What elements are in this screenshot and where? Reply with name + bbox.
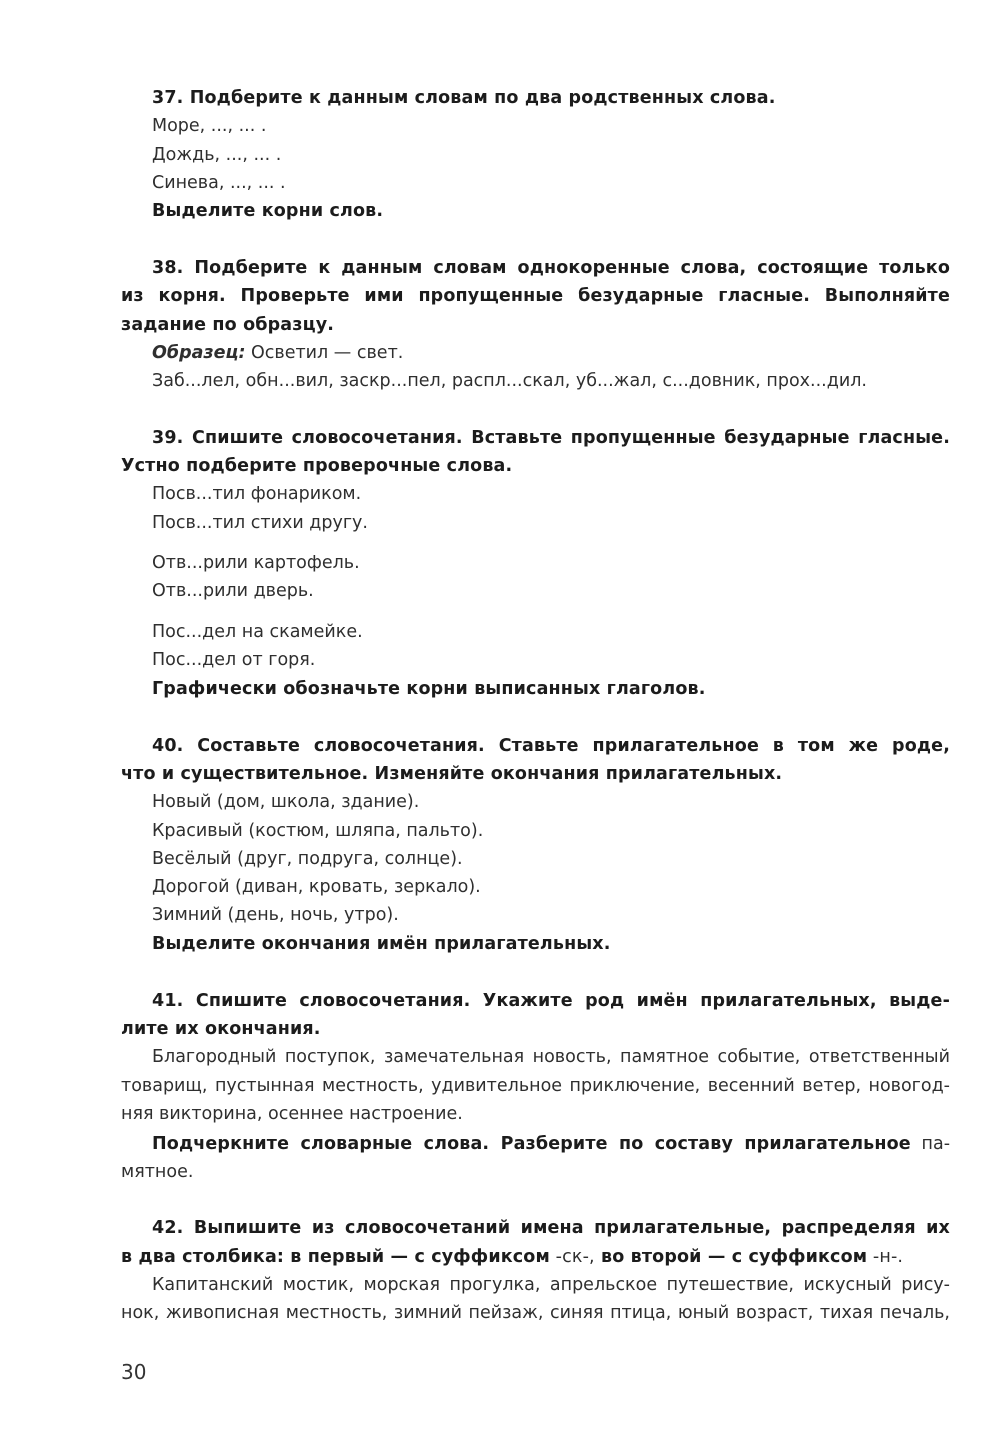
ex39-title-line-1: 39. Спишите словосочетания. Вставьте пропущенные безударные гласные. (152, 428, 950, 448)
ex40-line-3: Весёлый (друг, подруга, солнце). (152, 849, 463, 869)
ex39-pair-2-b: Отв...рили дверь. (152, 581, 314, 601)
ex42-text-line-2: нок, живописная местность, зимний пейзаж, синяя птица, юный возраст, тихая печаль, (121, 1303, 950, 1323)
ex39-title-line-2: Устно подберите проверочные слова. (121, 456, 513, 476)
ex42-title-line-2 (121, 1245, 903, 1269)
ex37-line-2: Дождь, ..., ... . (152, 145, 282, 165)
ex42-suffix-sk: -ск-, (549, 1247, 595, 1267)
ex42-text-line-1: Капитанский мостик, морская прогулка, апрельское путешествие, искусный рису- (152, 1275, 950, 1295)
ex38-sample-text: Осветил — свет. (245, 343, 404, 363)
ex37-title: 37. Подберите к данным словам по два родственных слова. (152, 88, 776, 108)
ex40-line-2: Красивый (костюм, шляпа, пальто). (152, 821, 484, 841)
ex38-sample (152, 341, 403, 365)
ex38-sample-label: Образец: (152, 343, 246, 363)
ex40-title-line-1: 40. Составьте словосочетания. Ставьте прилагательное в том же роде, (152, 736, 950, 756)
ex40-title-line-2: что и существительное. Изменяйте окончания прилагательных. (121, 764, 783, 784)
ex37-line-3: Синева, ..., ... . (152, 173, 286, 193)
ex41-task (152, 1132, 950, 1156)
ex40-line-4: Дорогой (диван, кровать, зеркало). (152, 877, 481, 897)
ex42-suffix-n: -н-. (867, 1247, 904, 1267)
ex42-title-line-2-a: в два столбика: в первый — с суффиксом (121, 1247, 550, 1267)
ex42-title-line-2-b: во второй — с суффиксом (594, 1247, 868, 1267)
ex41-task-word-b: мятное. (121, 1162, 194, 1182)
ex38-words: Заб...лел, обн...вил, заскр...пел, распл...скал, уб...жал, с...довник, прох...дил. (152, 371, 867, 391)
ex39-pair-1-a: Посв...тил фонариком. (152, 484, 362, 504)
ex40-line-5: Зимний (день, ночь, утро). (152, 905, 399, 925)
page-number: 30 (121, 1360, 147, 1384)
ex42-title-line-1: 42. Выпишите из словосочетаний имена прилагательные, распределяя их (152, 1218, 950, 1238)
ex41-task-bold: Подчеркните словарные слова. Разберите по составу прилагательное (152, 1134, 911, 1154)
ex41-title-line-2: лите их окончания. (121, 1019, 321, 1039)
ex40-task: Выделите окончания имён прилагательных. (152, 934, 611, 954)
ex41-text-line-2: товарищ, пустынная местность, удивительное приключение, весенний ветер, новогод- (121, 1076, 950, 1096)
ex40-line-1: Новый (дом, школа, здание). (152, 792, 420, 812)
ex39-pair-1-b: Посв...тил стихи другу. (152, 513, 368, 533)
ex37-line-1: Море, ..., ... . (152, 116, 267, 136)
ex39-pair-3-a: Пос...дел на скамейке. (152, 622, 363, 642)
ex39-pair-2-a: Отв...рили картофель. (152, 553, 360, 573)
ex41-text-line-1: Благородный поступок, замечательная новость, памятное событие, ответственный (152, 1047, 950, 1067)
ex37-task: Выделите корни слов. (152, 201, 384, 221)
ex39-task: Графически обозначьте корни выписанных глаголов. (152, 679, 706, 699)
ex38-title-line-1: 38. Подберите к данным словам однокоренные слова, состоящие только (152, 258, 950, 278)
ex38-title-line-2: из корня. Проверьте ими пропущенные безударные гласные. Выполняйте (121, 286, 950, 306)
ex41-title-line-1: 41. Спишите словосочетания. Укажите род имён прилагательных, выде- (152, 991, 950, 1011)
ex41-task-word-a: па- (910, 1134, 951, 1154)
ex39-pair-3-b: Пос...дел от горя. (152, 650, 316, 670)
ex38-title-line-3: задание по образцу. (121, 315, 335, 335)
ex41-text-line-3: няя викторина, осеннее настроение. (121, 1104, 463, 1124)
